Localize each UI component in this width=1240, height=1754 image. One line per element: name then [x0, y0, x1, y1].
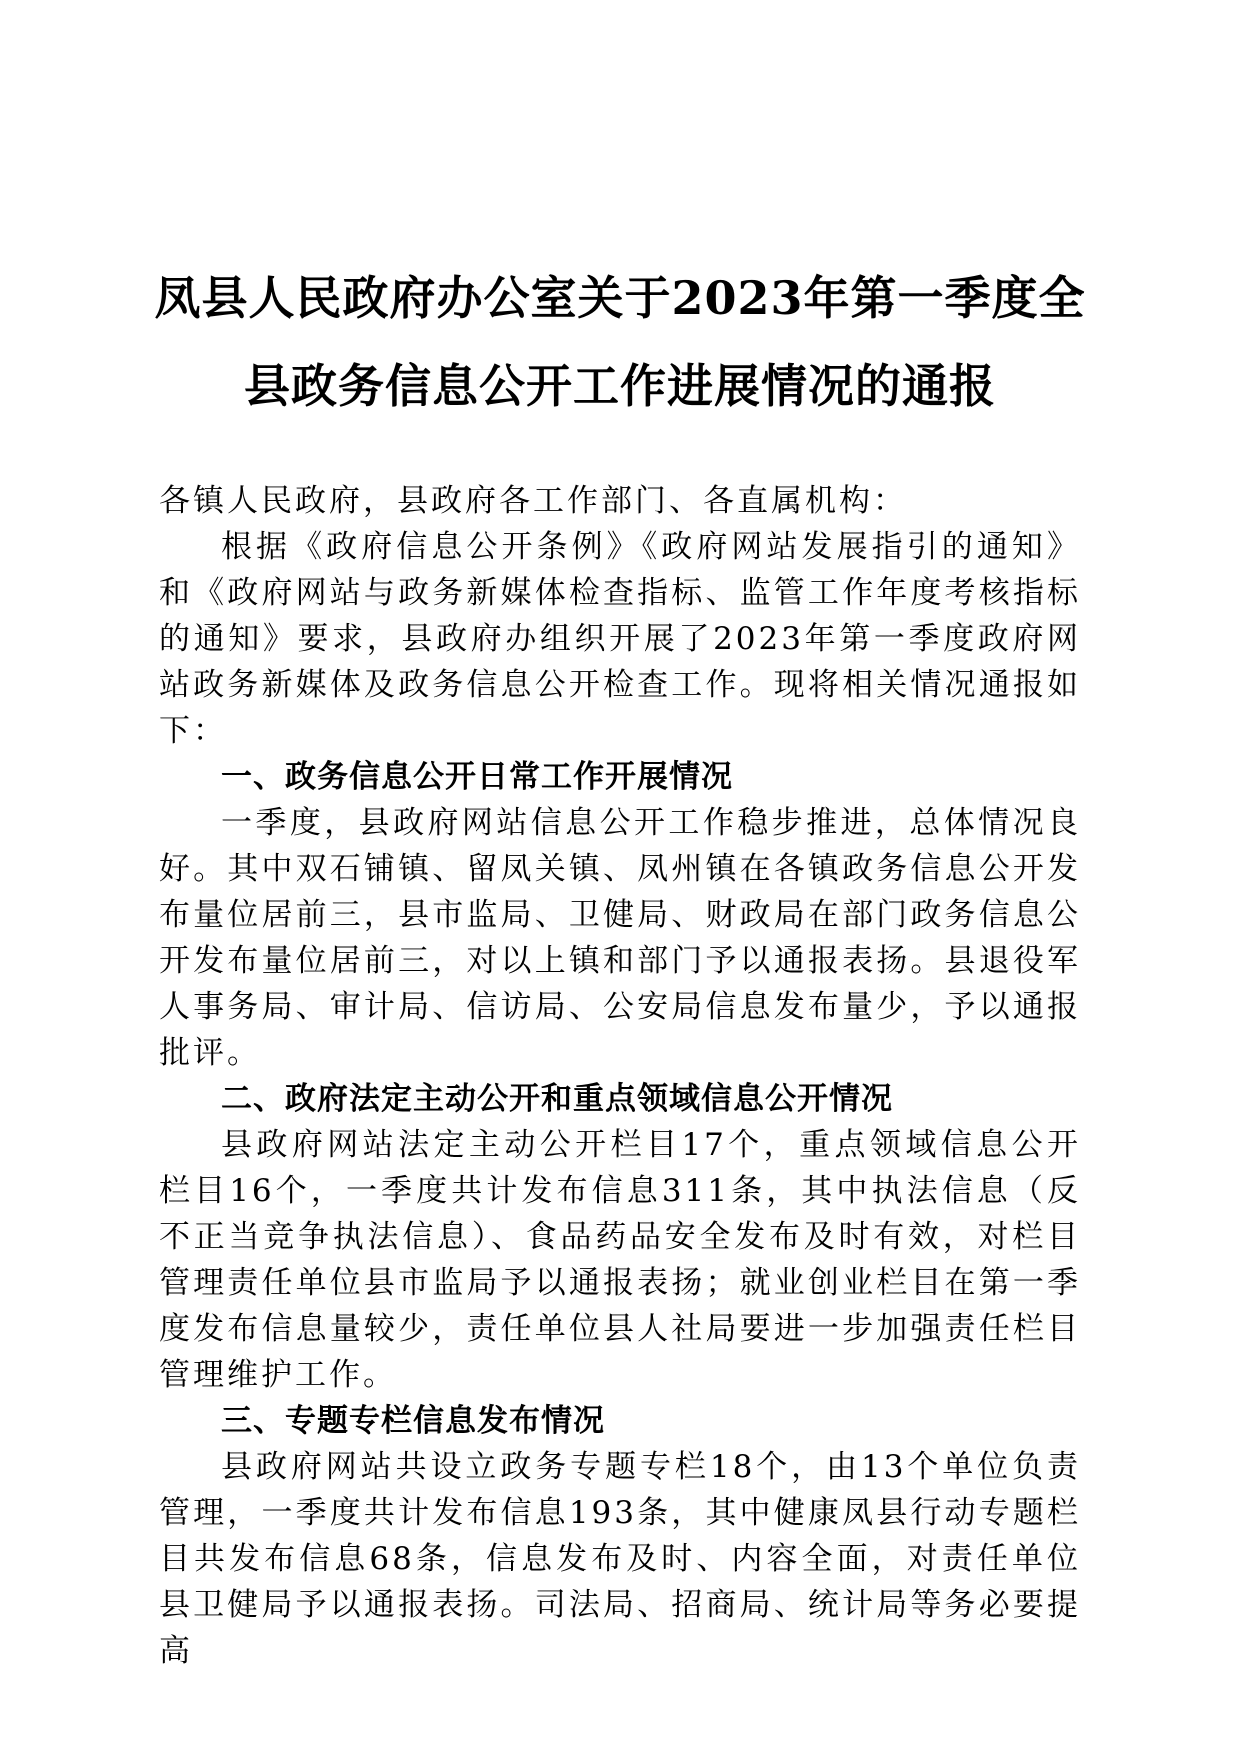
section-heading-2: 二、政府法定主动公开和重点领域信息公开情况	[221, 1081, 893, 1117]
document-body	[159, 478, 1081, 1674]
intro-paragraph: 根据《政府信息公开条例》《政府网站发展指引的通知》和《政府网站与政务新媒体检查指标、监管工作年度考核指标的通知》要求，县政府办组织开展了2023年第一季度政府网站政务新媒体及政务信息公开检查工作。现将相关情况通报如下：	[159, 529, 1081, 749]
section-heading-1: 一、政务信息公开日常工作开展情况	[221, 759, 733, 795]
section-paragraph-1: 一季度，县政府网站信息公开工作稳步推进，总体情况良好。其中双石铺镇、留凤关镇、凤州镇在各镇政务信息公开发布量位居前三，县市监局、卫健局、财政局在部门政务信息公开发布量位居前三，对以上镇和部门予以通报表扬。县退役军人事务局、审计局、信访局、公安局信息发布量少，予以通报批评。	[159, 805, 1081, 1071]
section-paragraph-2: 县政府网站法定主动公开栏目17个，重点领域信息公开栏目16个，一季度共计发布信息311条，其中执法信息（反不正当竞争执法信息）、食品药品安全发布及时有效，对栏目管理责任单位县市监局予以通报表扬；就业创业栏目在第一季度发布信息量较少，责任单位县人社局要进一步加强责任栏目管理维护工作。	[159, 1127, 1081, 1393]
document-title-line-2: 县政务信息公开工作进展情况的通报	[244, 359, 996, 413]
document-title-line-1: 凤县人民政府办公室关于2023年第一季度全	[154, 271, 1086, 325]
section-heading-3: 三、专题专栏信息发布情况	[221, 1403, 605, 1439]
section-paragraph-3: 县政府网站共设立政务专题专栏18个，由13个单位负责管理，一季度共计发布信息193条，其中健康凤县行动专题栏目共发布信息68条，信息发布及时、内容全面，对责任单位县卫健局予以通报表扬。司法局、招商局、统计局等务必要提高	[159, 1449, 1081, 1669]
salutation: 各镇人民政府，县政府各工作部门、各直属机构：	[159, 483, 907, 519]
